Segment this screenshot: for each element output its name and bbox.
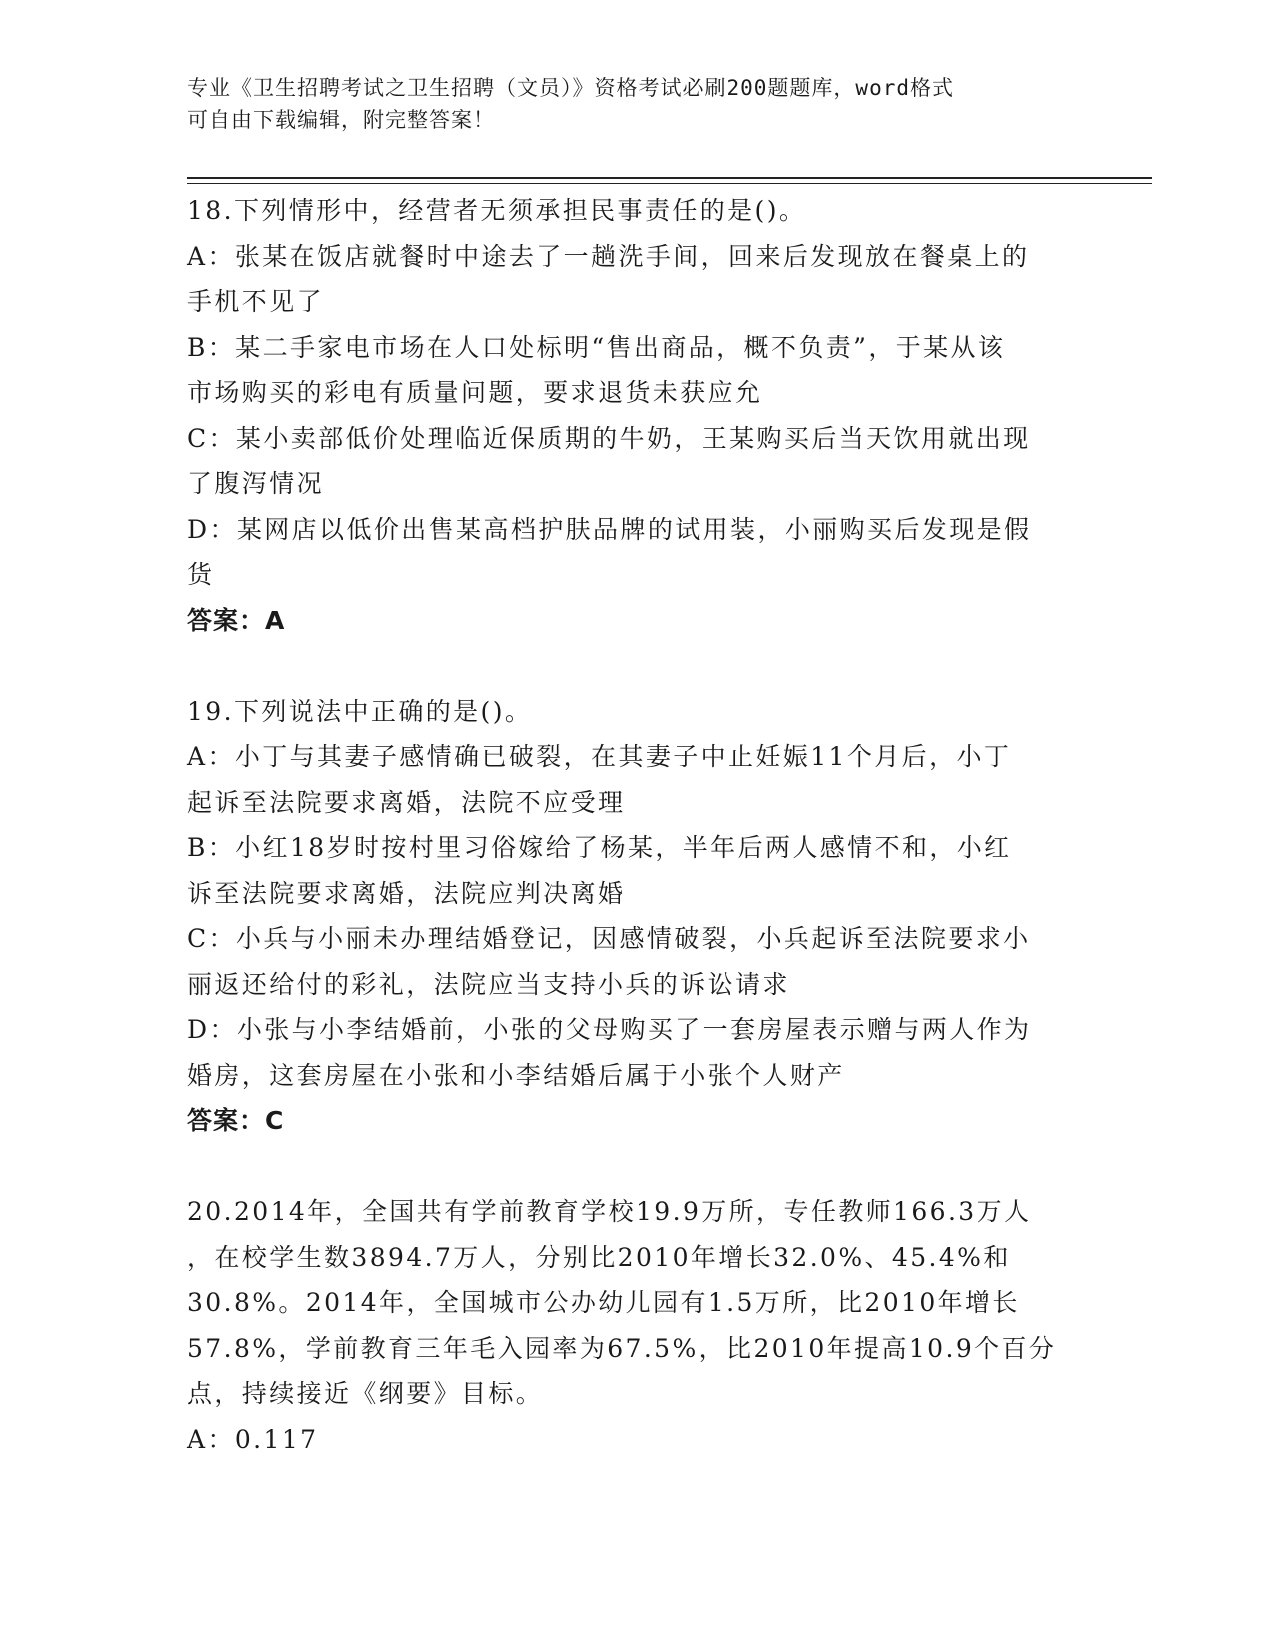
- header-rule-thick: [187, 177, 1152, 179]
- answer-line: 答案：A: [187, 605, 286, 635]
- spacer: [187, 643, 1077, 689]
- header-rule-thin: [187, 183, 1152, 184]
- option-line: B：某二手家电市场在人口处标明“售出商品，概不负责”，于某从该: [187, 332, 1006, 362]
- option-line: 手机不见了: [187, 287, 325, 316]
- option-line: 丽返还给付的彩礼，法院应当支持小兵的诉讼请求: [187, 969, 790, 999]
- question-stem: 19.下列说法中正确的是()。: [187, 696, 533, 726]
- option-line: C：小兵与小丽未办理结婚登记，因感情破裂，小兵起诉至法院要求小: [187, 924, 1031, 953]
- option-line: D：小张与小李结婚前，小张的父母购买了一套房屋表示赠与两人作为: [187, 1015, 1032, 1044]
- option-line: 货: [187, 560, 215, 589]
- option-line: 婚房，这套房屋在小张和小李结婚后属于小张个人财产: [187, 1060, 845, 1090]
- question-stem-line: 点，持续接近《纲要》目标。: [187, 1379, 544, 1408]
- option-line: D：某网店以低价出售某高档护肤品牌的试用装，小丽购买后发现是假: [187, 514, 1032, 544]
- question-19: [187, 689, 1077, 1144]
- document-header: [187, 72, 1067, 136]
- question-stem-line: 20.2014年，全国共有学前教育学校19.9万所，专任教师166.3万人: [187, 1197, 1032, 1226]
- document-content: [187, 188, 1077, 1462]
- question-stem-line: ，在校学生数3894.7万人，分别比2010年增长32.0%、45.4%和: [187, 1242, 1011, 1272]
- spacer: [187, 1144, 1077, 1190]
- option-line: 诉至法院要求离婚，法院应判决离婚: [187, 878, 626, 908]
- question-stem-line: 30.8%。2014年，全国城市公办幼儿园有1.5万所，比2010年增长: [187, 1288, 1020, 1317]
- option-line: 市场购买的彩电有质量问题，要求退货未获应允: [187, 378, 763, 407]
- answer-line: 答案：C: [187, 1106, 285, 1135]
- question-18: [187, 188, 1077, 643]
- option-line: 了腹泻情况: [187, 469, 325, 498]
- question-20: [187, 1189, 1077, 1462]
- question-stem: 18.下列情形中，经营者无须承担民事责任的是()。: [187, 196, 807, 225]
- header-line-2: 可自由下载编辑，附完整答案！: [187, 108, 495, 132]
- option-line: A：张某在饭店就餐时中途去了一趟洗手间，回来后发现放在餐桌上的: [187, 241, 1030, 271]
- option-line: C：某小卖部低价处理临近保质期的牛奶，王某购买后当天饮用就出现: [187, 423, 1031, 453]
- header-line-1: 专业《卫生招聘考试之卫生招聘（文员）》资格考试必刷200题题库，word格式: [187, 76, 954, 100]
- option-line: 起诉至法院要求离婚，法院不应受理: [187, 787, 626, 817]
- option-line: A：0.117: [187, 1424, 319, 1454]
- option-line: A：小丁与其妻子感情确已破裂，在其妻子中止妊娠11个月后，小丁: [187, 742, 1012, 771]
- option-line: B：小红18岁时按村里习俗嫁给了杨某，半年后两人感情不和，小红: [187, 833, 1012, 862]
- question-stem-line: 57.8%，学前教育三年毛入园率为67.5%，比2010年提高10.9个百分: [187, 1333, 1057, 1363]
